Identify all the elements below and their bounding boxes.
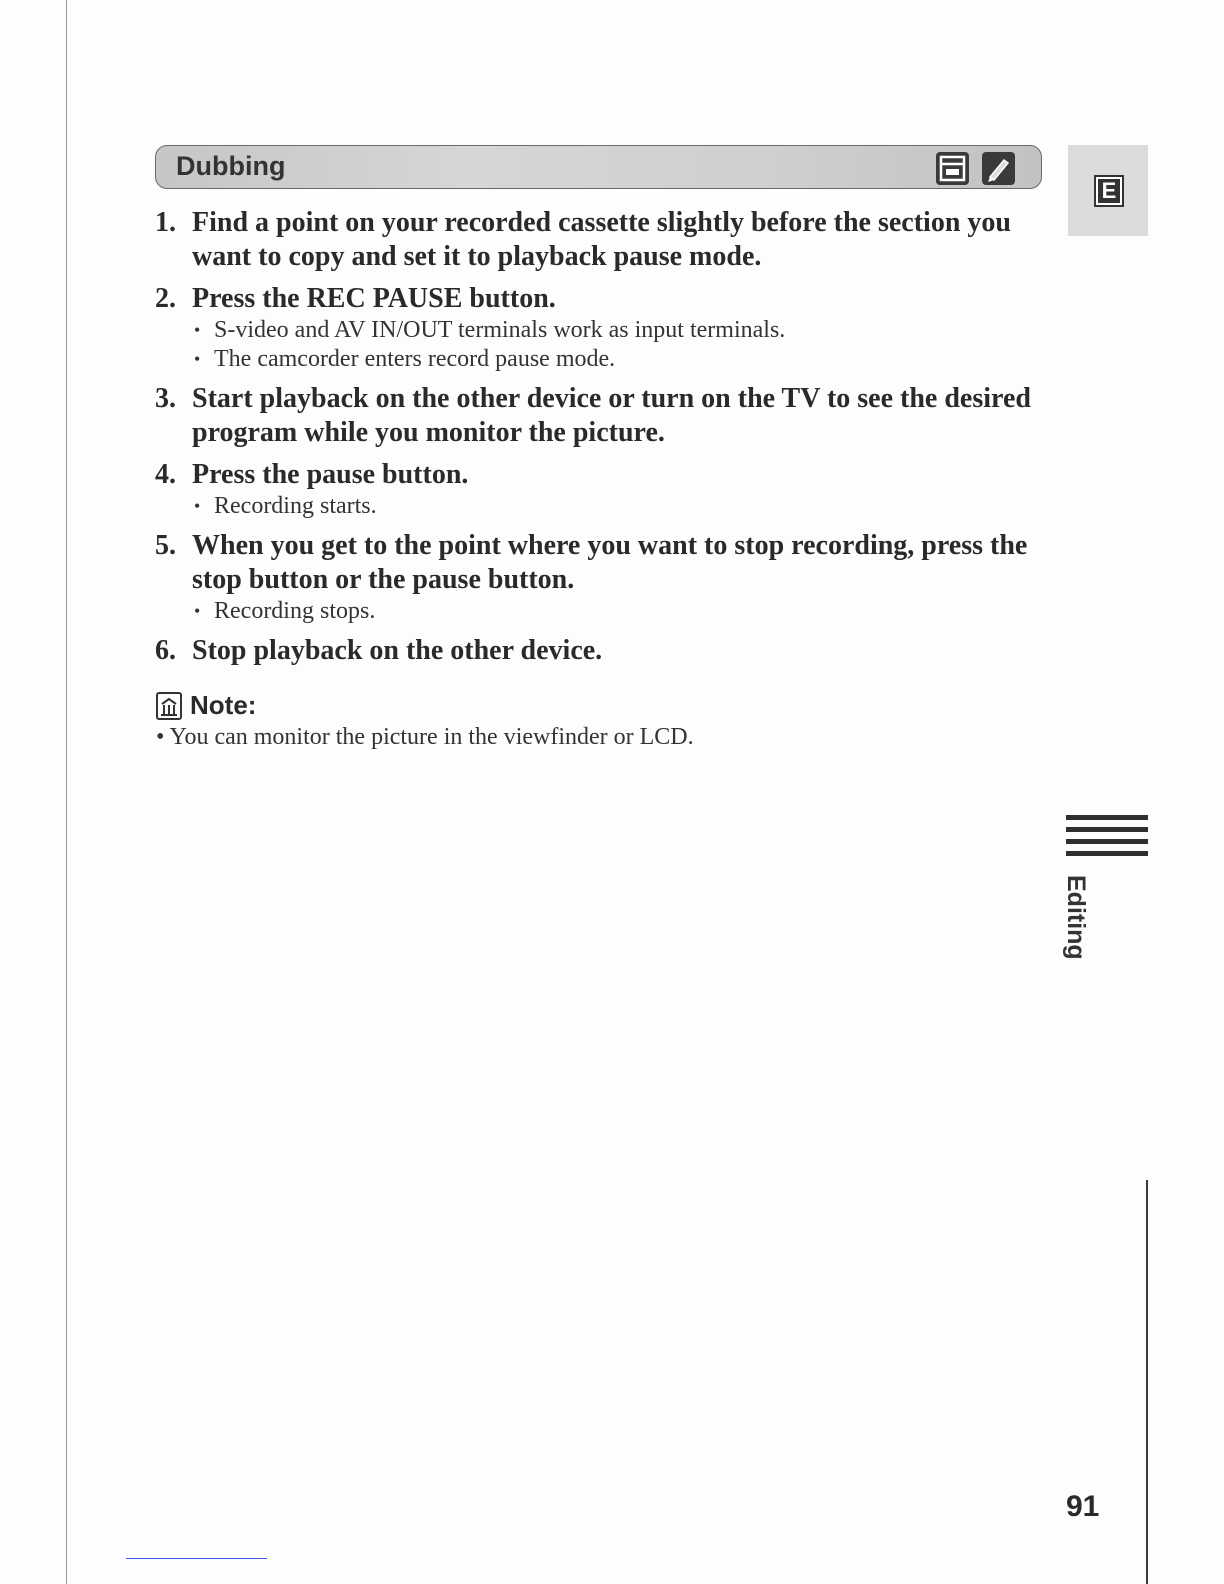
left-margin-rule — [66, 0, 67, 1584]
step-item — [155, 458, 1045, 521]
step-text: Stop playback on the other device. — [192, 635, 603, 666]
step-notes — [192, 492, 1045, 521]
step-notes — [192, 316, 1045, 374]
step-number: 5. — [155, 530, 176, 561]
note-heading-text: Note: — [190, 690, 257, 720]
note-item-text: You can monitor the picture in the viewfinder or LCD. — [169, 724, 694, 750]
step-text: Start playback on the other device or turn on the TV to see the desired program while you monitor the picture. — [192, 383, 1031, 448]
step-text: Press the REC PAUSE button. — [192, 283, 556, 314]
chapter-bars — [1066, 815, 1148, 863]
step-item — [155, 529, 1045, 626]
step-number: 6. — [155, 635, 176, 666]
language-tab — [1068, 145, 1148, 236]
edit-pencil-icon — [982, 152, 1015, 185]
chapter-bar — [1066, 851, 1148, 856]
page-number: 91 — [1066, 1490, 1100, 1523]
step-note: • S-video and AV IN/OUT terminals work as input terminals. — [192, 316, 1045, 345]
step-item — [155, 634, 1045, 668]
chapter-label: Editing — [1062, 875, 1090, 960]
step-text: When you get to the point where you want to stop recording, press the stop button or the pause button. — [192, 530, 1028, 595]
language-letter: E — [1094, 175, 1124, 207]
step-text: Press the pause button. — [192, 459, 469, 490]
note-item: • You can monitor the picture in the viewfinder or LCD. — [156, 724, 694, 750]
step-item — [155, 282, 1045, 374]
right-margin-rule — [1146, 1180, 1148, 1584]
step-number: 2. — [155, 283, 176, 314]
tape-mode-icon — [936, 152, 969, 185]
step-item — [155, 382, 1045, 450]
step-number: 1. — [155, 207, 176, 238]
step-note: • Recording stops. — [192, 597, 1045, 626]
chapter-bar — [1066, 839, 1148, 844]
note-heading — [156, 690, 256, 722]
step-number: 4. — [155, 459, 176, 490]
step-note: • The camcorder enters record pause mode. — [192, 345, 1045, 374]
step-number: 3. — [155, 383, 176, 414]
section-title: Dubbing — [176, 151, 286, 181]
bottom-underline — [126, 1558, 267, 1559]
section-header — [155, 145, 1042, 189]
step-item — [155, 206, 1045, 274]
chapter-bar — [1066, 815, 1148, 820]
steps-list — [155, 206, 1045, 676]
note-book-icon — [156, 692, 182, 720]
chapter-bar — [1066, 827, 1148, 832]
step-notes — [192, 597, 1045, 626]
step-text: Find a point on your recorded cassette slightly before the section you want to copy and set it to playback pause mode. — [192, 207, 1011, 272]
step-note: • Recording starts. — [192, 492, 1045, 521]
